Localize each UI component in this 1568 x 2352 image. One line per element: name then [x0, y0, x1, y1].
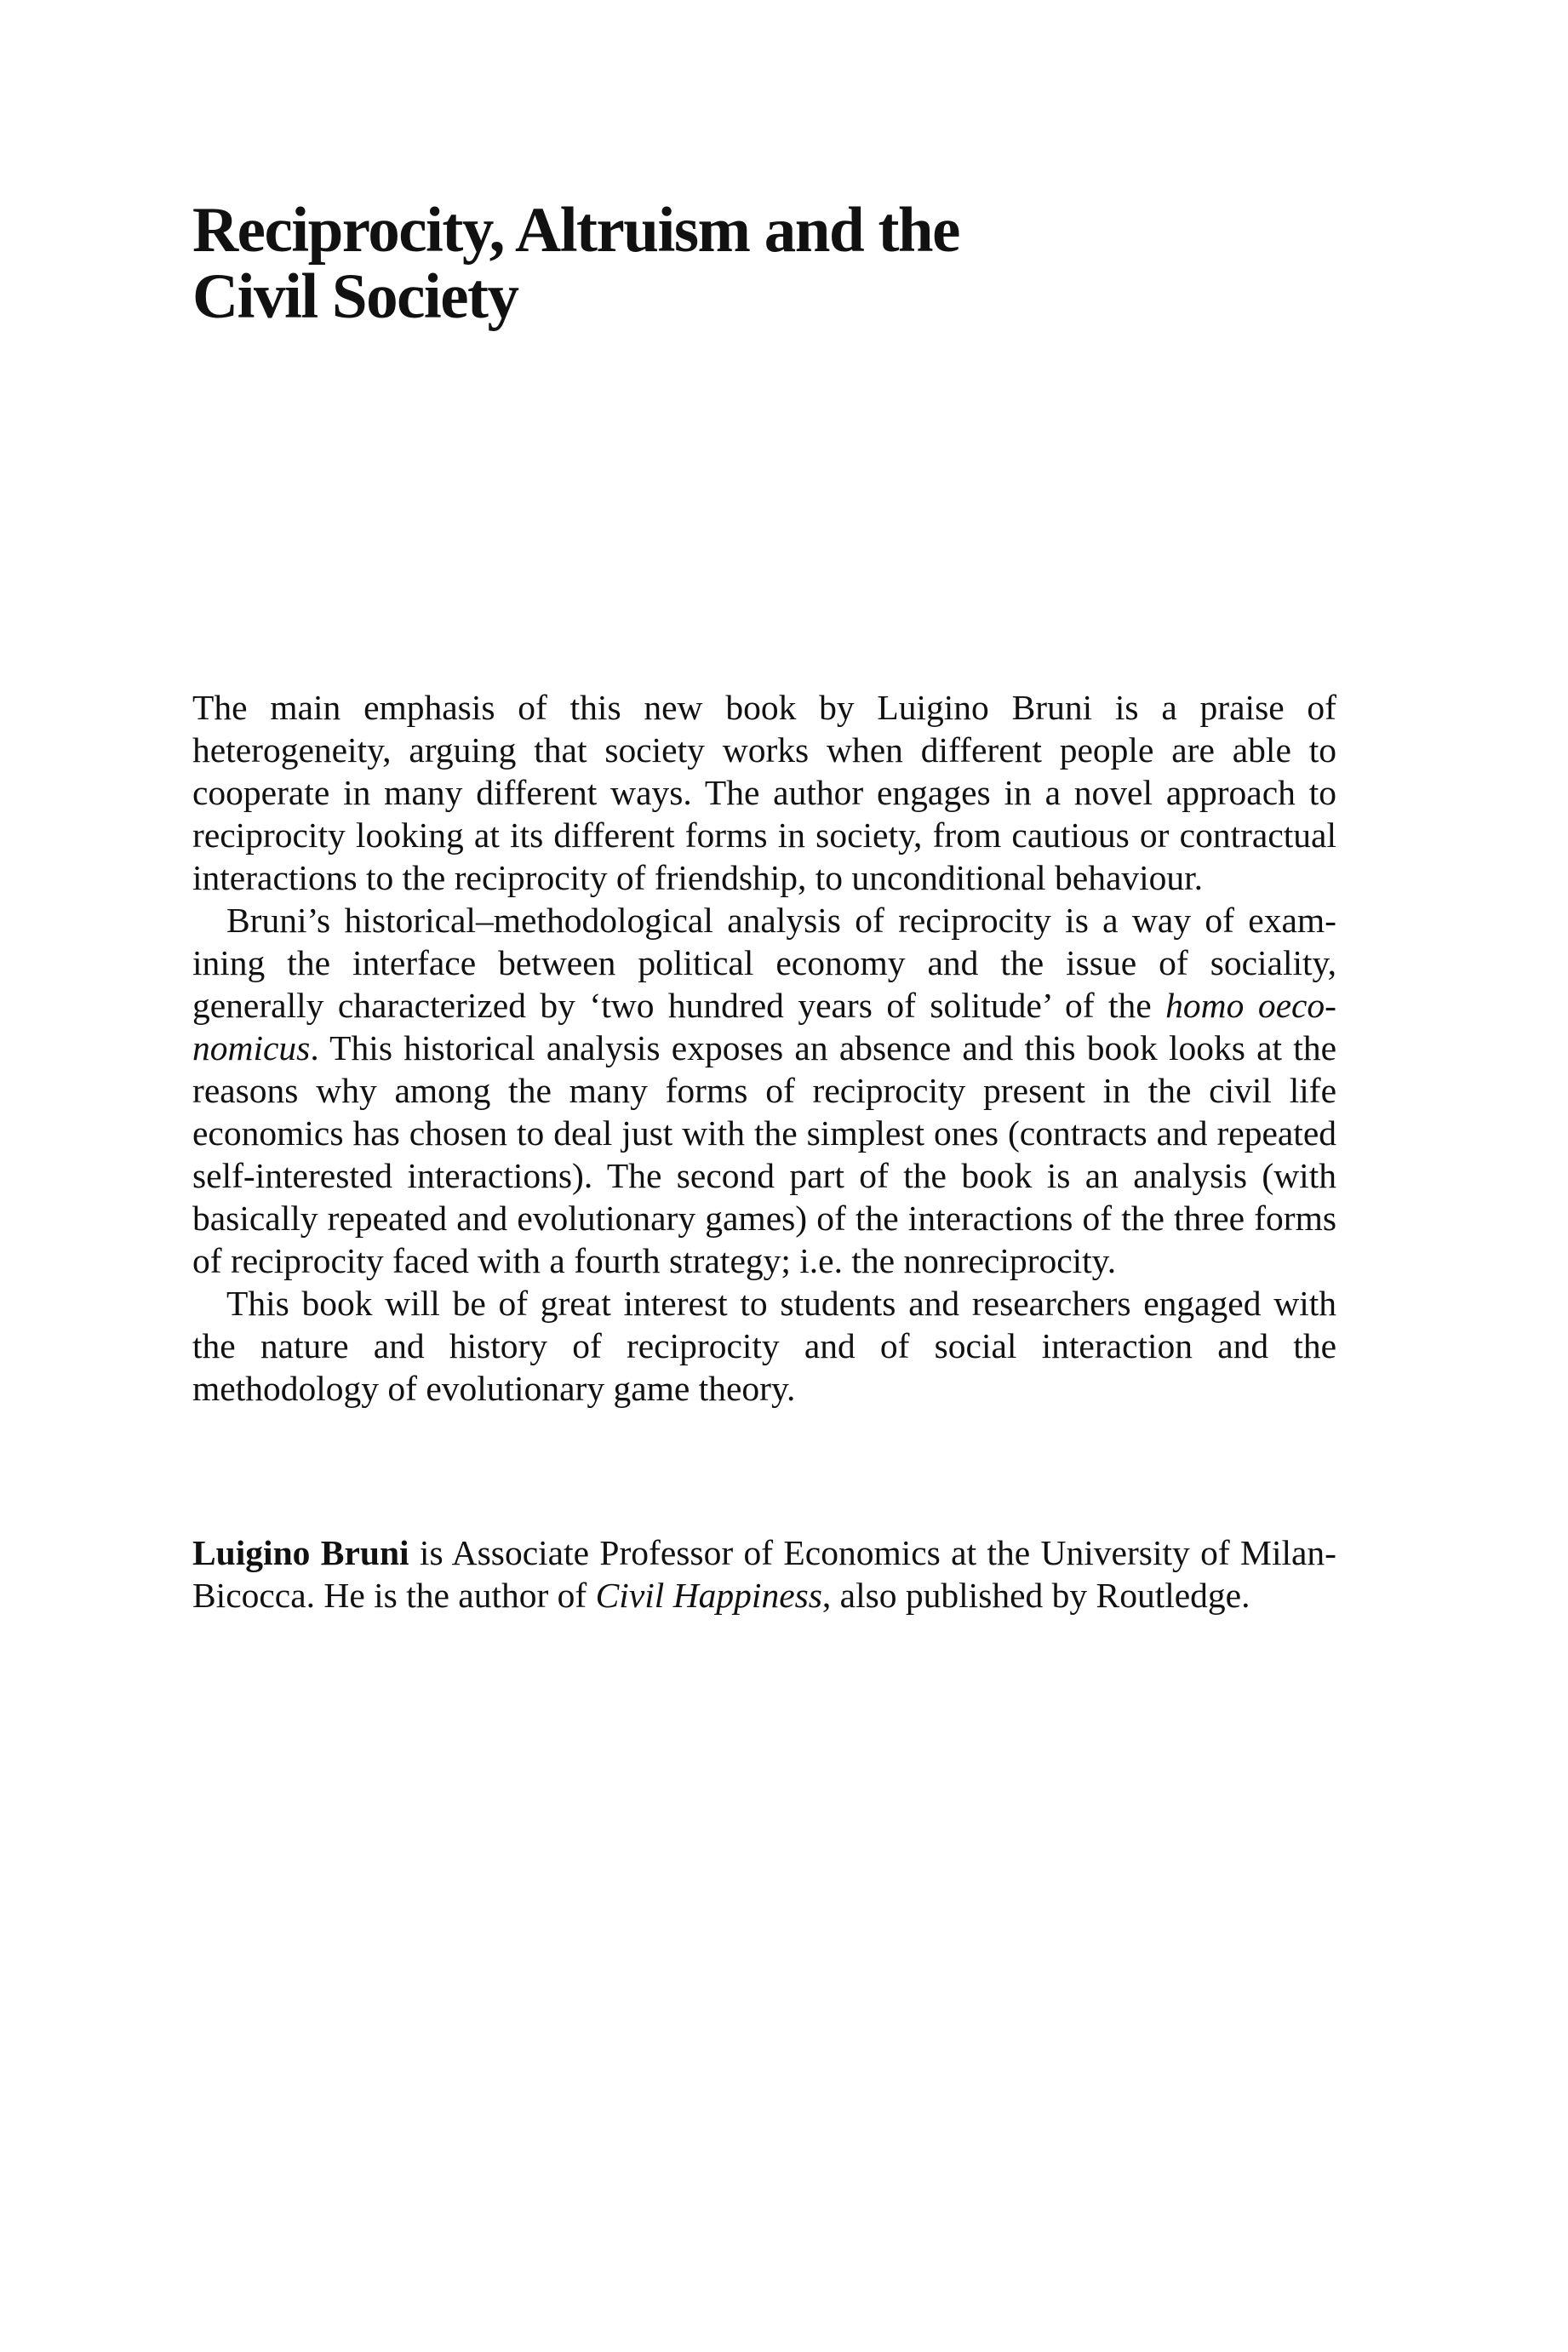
paragraph-2-text-start: Bruni’s historical–methodological analysis of reciprocity is a way of examining the interface between political economy and the issue of sociality, generally characterized by ‘two hundred years of solitude’ of the [192, 901, 1336, 1025]
book-title-line-2: Civil Society [192, 261, 518, 332]
author-bio-text-end: , also published by Routledge. [821, 1576, 1250, 1615]
book-description [192, 686, 1336, 1410]
description-paragraph-2 [192, 899, 1336, 1282]
other-book-title: Civil Happiness [595, 1576, 822, 1615]
description-paragraph-3: This book will be of great interest to students and researchers engaged with the nature and history of reciprocity and of social interaction and the methodology of evolutionary game theory. [192, 1284, 1336, 1408]
book-title-line-1: Reciprocity, Altruism and the [192, 195, 959, 266]
paragraph-2-text-end: . This historical analysis exposes an absence and this book looks at the reasons why among the many forms of reciprocity present in the civil life economics has chosen to deal just with the simplest ones (contracts and repeated self-interested interactions). The second part of the book is an analysis (with basically repeated and evolutionary games) of the interactions of the three forms of reciprocity faced with a fourth strategy; i.e. the nonreciprocity. [192, 1028, 1336, 1280]
author-bio-text-start: is Associate Professor of Economics at the University of Milan-Bicocca. He is the author of [192, 1533, 1336, 1615]
homo-oeconomicus-term: homo oeconomicus [192, 986, 1336, 1067]
book-title [192, 197, 1336, 330]
author-biography [192, 1531, 1336, 1617]
description-paragraph-1: The main emphasis of this new book by Luigino Bruni is a praise of heterogeneity, arguing that society works when different people are able to cooperate in many different ways. The author engages in a novel approach to reciprocity looking at its different forms in society, from cautious or contractual interactions to the reciprocity of friendship, to unconditional behaviour. [192, 688, 1336, 897]
author-name: Luigino Bruni [192, 1533, 409, 1572]
